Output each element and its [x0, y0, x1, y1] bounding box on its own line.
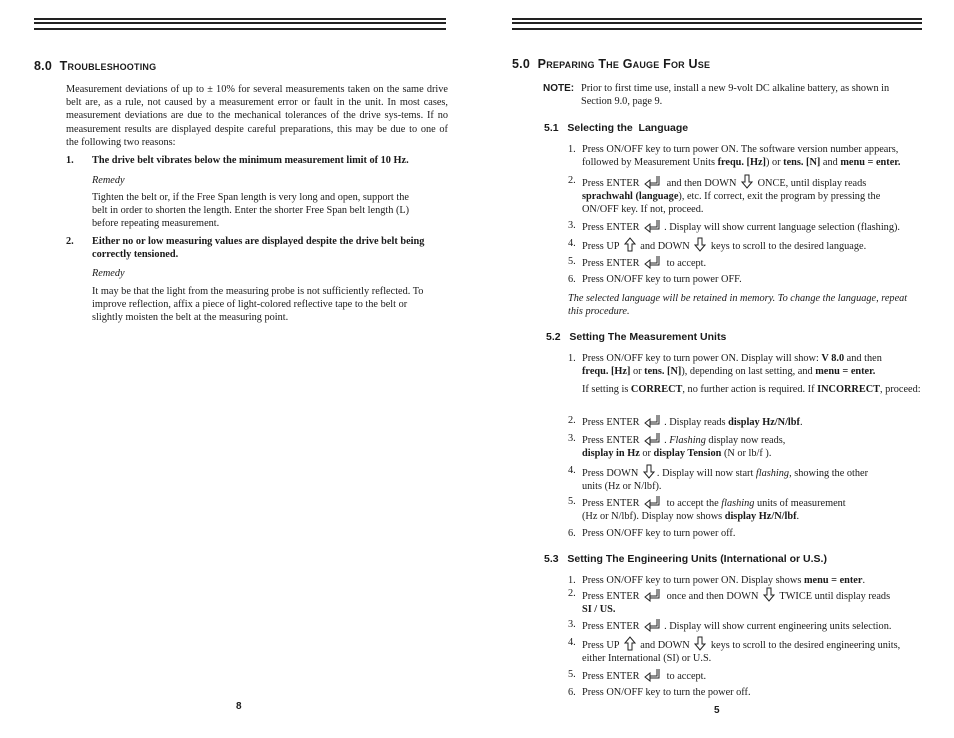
s53-step-6-number: 6. [568, 687, 576, 698]
s51-step-4-text-b: and DOWN [637, 241, 690, 252]
s51-step-4 [582, 237, 927, 253]
s52-step-3-display-hz: display in Hz [582, 448, 640, 460]
s52-step-3-text-h: (N or lb/f ). [721, 448, 772, 460]
enter-key-icon [644, 255, 662, 269]
s53-step-2 [582, 587, 927, 616]
down-arrow-icon [694, 237, 706, 252]
s52-step-1-text-d: or [630, 366, 645, 378]
left-intro: Measurement deviations of up to ± 10% for several measurements taken on the same drive belt are, as a rule, not caused by a measurement error or fault in the unit. In most cases, measurement deviations are due to the mechanical tolerances of the drive sys-tems. If no measurement results are displayed despite careful preparations, this may be due to one of the following two reasons: [66, 84, 448, 148]
s52-step-3-number: 3. [568, 433, 576, 444]
s51-step-2-number: 2. [568, 175, 576, 186]
s51-step-2-text-a: Press ENTER [582, 178, 640, 189]
right-top-rule-2 [512, 22, 922, 24]
s53-step-4-text-d: either International (SI) or U.S. [582, 653, 712, 665]
s51-step-5-number: 5. [568, 256, 576, 267]
s52-step-1-menu: menu = enter. [815, 366, 876, 378]
s52-step-3-text-f: or [639, 448, 654, 460]
right-note-text: Prior to first time use, install a new 9-volt DC alkaline battery, as shown in Section 9.0, page 9. [581, 83, 890, 108]
left-item-1-title: The drive belt vibrates below the minimum measurement limit of 10 Hz. [92, 155, 409, 166]
down-arrow-icon [763, 587, 775, 602]
s52-step-4-flashing: flashing [755, 468, 790, 479]
enter-key-icon [644, 618, 662, 632]
s53-step-5-text-a: Press ENTER [582, 671, 640, 682]
enter-key-icon [644, 432, 662, 446]
s52-step-6-number: 6. [568, 528, 576, 539]
right-section-heading [512, 57, 710, 71]
enter-key-icon [644, 588, 662, 602]
s52-step-1 [582, 352, 922, 378]
s52-step-3-text-d: display now reads, [705, 435, 786, 446]
enter-key-icon [644, 175, 662, 189]
s51-note: The selected language will be retained in memory. To change the language, repeat this procedure. [568, 293, 908, 318]
s53-step-1-text-a: Press ON/OFF key to turn power ON. Display shows [582, 575, 804, 586]
left-section-number: 8.0 [34, 59, 52, 73]
s52-step-5-text-b: to accept the [664, 498, 722, 509]
left-item-2-title: Either no or low measuring values are displayed despite the drive belt being correctly tensioned. [92, 236, 425, 261]
s51-step-5-text-b: to accept. [664, 258, 707, 269]
s51-step-1-bold-1: frequ. [Hz] [717, 157, 766, 169]
s52-step-5-text-a: Press ENTER [582, 498, 640, 509]
s51-step-3-number: 3. [568, 220, 576, 231]
s51-step-1-bold-2: tens. [N] [783, 157, 821, 169]
s53-step-4 [582, 636, 927, 665]
s53-step-2-text-a: Press ENTER [582, 591, 640, 602]
s52-step-2-number: 2. [568, 415, 576, 426]
left-top-rule-3 [34, 28, 446, 30]
s52-step-1-text-e: ), depending on last setting, and [681, 366, 816, 378]
s53-step-1: Press ON/OFF key to turn power ON. Display shows menu = enter. [582, 575, 866, 586]
down-arrow-icon [694, 636, 706, 651]
s51-step-4-text-a: Press UP [582, 241, 620, 252]
s52-step-1-followup [582, 383, 927, 396]
left-top-rule-2 [34, 22, 446, 24]
s52-step-3-flashing: Flashing [669, 435, 706, 446]
s52-step-1-number: 1. [568, 353, 576, 364]
s53-step-1-bold: menu = enter [803, 575, 863, 586]
s52-step-3-text-b: . [664, 435, 670, 446]
s52-step-4 [582, 464, 882, 493]
right-top-rule-3 [512, 28, 922, 30]
s51-step-2-bold: sprachwahl (language [582, 191, 679, 203]
s51-step-1-number: 1. [568, 144, 576, 155]
right-section-title: Preparing The Gauge For Use [537, 57, 711, 71]
right-section-number: 5.0 [512, 57, 530, 71]
s52-followup-text-g: , no further action is required. If [682, 384, 818, 395]
s53-step-3-text-b: . Display will show current engineering units selection. [664, 621, 892, 632]
s51-heading: 5.1 Selecting the Language [544, 122, 689, 134]
up-arrow-icon [624, 636, 636, 651]
s52-step-2-text-b: . Display reads [664, 417, 729, 428]
s51-step-2-text-c: ONCE, until display reads [755, 178, 867, 189]
s53-step-4-text-a: Press UP [582, 640, 620, 651]
s52-step-1-text-a: Press ON/OFF key to turn power ON. Display will show: [582, 353, 822, 364]
s53-step-4-text-c: keys to scroll to the desired engineering units, [708, 640, 901, 651]
left-section-heading [34, 59, 156, 73]
s53-step-5 [582, 668, 927, 683]
s52-step-4-text-a: Press DOWN [582, 468, 639, 479]
s52-step-5-bold: display Hz/N/lbf [724, 511, 797, 523]
s51-step-2-text-e: ), etc. If correct, exit the program by pressing the ON/OFF key. If not, proceed. [582, 191, 881, 216]
s52-step-1-tens: tens. [N] [644, 366, 682, 378]
s52-step-1-text-c: and then [844, 353, 882, 364]
s52-heading: 5.2 Setting The Measurement Units [546, 331, 727, 343]
left-item-1-number: 1. [66, 155, 74, 166]
s53-step-5-text-b: to accept. [664, 671, 707, 682]
down-arrow-icon [643, 464, 655, 479]
enter-key-icon [644, 495, 662, 509]
s52-step-3-text-a: Press ENTER [582, 435, 640, 446]
s51-step-1-text-c: ) or [766, 157, 784, 169]
s53-step-1-number: 1. [568, 575, 576, 586]
s52-step-6: Press ON/OFF key to turn power off. [582, 528, 736, 539]
right-top-rule-1 [512, 18, 922, 20]
s52-step-2: Press ENTER . Display reads display Hz/N/lbf. [582, 414, 927, 429]
s52-step-4-number: 4. [568, 465, 576, 476]
s51-step-6-number: 6. [568, 274, 576, 285]
s53-step-3 [582, 618, 927, 633]
s52-step-5-flashing: flashing [721, 498, 755, 509]
s52-step-5-text-e: (Hz or N/lbf). Display now shows [582, 511, 725, 523]
s53-step-6: Press ON/OFF key to turn the power off. [582, 687, 751, 698]
s51-step-2-text-b: and then DOWN [664, 178, 737, 189]
s52-followup-text-h: , proceed: [880, 384, 921, 395]
s51-step-4-text-c: keys to scroll to the desired language. [708, 241, 867, 252]
left-top-rule-1 [34, 18, 446, 20]
s53-step-4-text-b: and DOWN [637, 640, 690, 651]
enter-key-icon [644, 414, 662, 428]
left-item-2-remedy: It may be that the light from the measuring probe is not sufficiently reflected. To improve reflection, affix a piece of light-colored reflective tape to the belt or slightly moisten the belt at the measuring point. [92, 286, 424, 324]
s52-step-3-display-tension: display Tension [653, 448, 722, 460]
s51-step-4-number: 4. [568, 238, 576, 249]
s52-followup-text-f: If setting is [582, 384, 631, 395]
right-note-label: NOTE: [543, 83, 575, 94]
s52-step-1-freq: frequ. [Hz] [582, 366, 631, 378]
s52-step-1-version: V 8.0 [821, 353, 845, 364]
s53-step-2-text-b: once and then DOWN [664, 591, 759, 602]
enter-key-icon [644, 668, 662, 682]
s51-step-5-text-a: Press ENTER [582, 258, 640, 269]
s53-step-5-number: 5. [568, 669, 576, 680]
s52-step-5: Press ENTER to accept the flashing units of measurement (Hz or N/lbf). Display now shows display Hz/N/lbf. [582, 495, 927, 523]
s51-step-3-text-a: Press ENTER [582, 222, 640, 233]
right-page-number: 5 [714, 705, 720, 716]
s52-step-3 [582, 432, 927, 460]
s51-step-1-text-d: and [820, 157, 841, 169]
s51-step-6: Press ON/OFF key to turn power OFF. [582, 274, 742, 285]
s53-step-4-number: 4. [568, 637, 576, 648]
left-item-1-remedy-label: Remedy [92, 175, 125, 186]
s53-heading: 5.3 Setting The Engineering Units (International or U.S.) [544, 553, 827, 565]
s53-step-2-number: 2. [568, 588, 576, 599]
s51-step-1-bold-3: menu = enter. [840, 157, 901, 169]
s52-step-4-text-d: , showing the other units (Hz or N/lbf). [582, 468, 869, 493]
s52-step-2-text-a: Press ENTER [582, 417, 640, 428]
up-arrow-icon [624, 237, 636, 252]
s53-step-2-bold: SI / US. [582, 604, 616, 616]
s51-step-1-text-a: Press ON/OFF key to turn power ON. The software version number appears, followed by Measurement Units [582, 144, 899, 169]
s51-step-3-text-b: . Display will show current language selection (flashing). [664, 222, 900, 233]
left-page-number: 8 [236, 701, 242, 712]
s51-step-2 [582, 174, 902, 217]
left-item-1-remedy: Tighten the belt or, if the Free Span length is very long and open, support the belt in order to shorten the length. Enter the shorter Free Span belt length (L) before repeating measurement. [92, 192, 410, 230]
s51-step-3 [582, 219, 927, 234]
left-section-title: Troubleshooting [59, 59, 157, 73]
s53-step-3-text-a: Press ENTER [582, 621, 640, 632]
s52-step-4-text-b: . Display will now start [656, 468, 756, 479]
s51-step-5 [582, 255, 927, 270]
s53-step-3-number: 3. [568, 619, 576, 630]
enter-key-icon [644, 219, 662, 233]
down-arrow-icon [741, 174, 753, 189]
s52-correct: CORRECT [630, 384, 683, 395]
s52-step-5-number: 5. [568, 496, 576, 507]
s52-step-5-text-d: units of measurement [754, 498, 846, 509]
s52-incorrect: INCORRECT [817, 384, 881, 395]
s51-step-1 [582, 143, 927, 169]
s52-step-2-bold: display Hz/N/lbf [728, 417, 800, 428]
left-item-2-number: 2. [66, 236, 74, 247]
left-item-2-remedy-label: Remedy [92, 268, 125, 279]
s53-step-2-text-c: TWICE until display reads [777, 591, 891, 602]
